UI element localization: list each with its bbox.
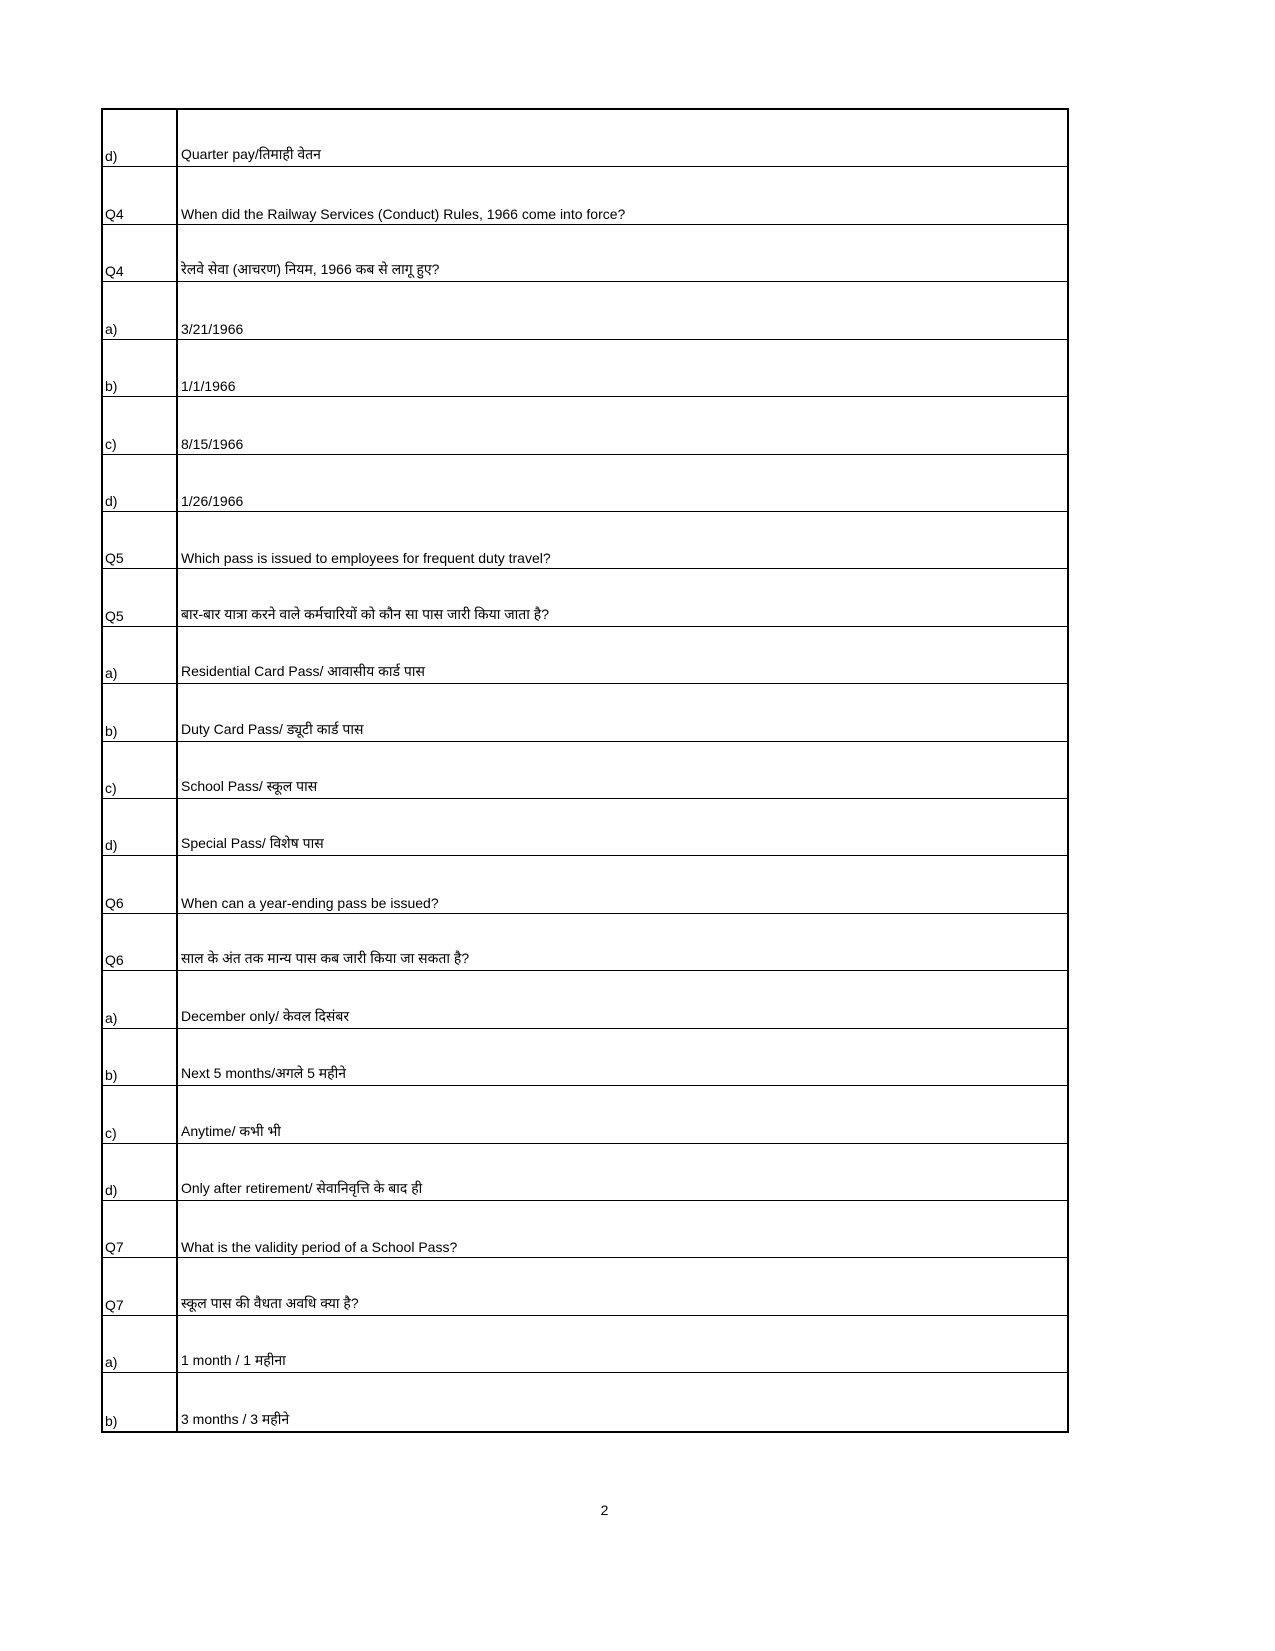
row-text: Which pass is issued to employees for frequent duty travel? [181,550,551,567]
table-row [103,856,1067,913]
row-text: स्कूल पास की वैधता अवधि क्या है? [181,1294,359,1311]
row-label: Q5 [103,512,178,568]
row-text: Residential Card Pass/ आवासीय कार्ड पास [181,663,425,680]
row-text: Next 5 months/अगले 5 महीने [181,1065,346,1082]
table-row [103,1258,1067,1315]
row-label: Q4 [103,167,178,223]
row-text: 1/26/1966 [181,492,244,509]
row-label: Q5 [103,569,178,625]
row-text: Special Pass/ विशेष पास [181,835,324,852]
row-label: a) [103,971,178,1027]
row-text: Duty Card Pass/ ड्यूटी कार्ड पास [181,720,364,737]
row-text: What is the validity period of a School Pass? [181,1239,458,1256]
row-label: d) [103,1144,178,1200]
row-text: When did the Railway Services (Conduct) Rules, 1966 come into force? [181,205,626,222]
table-row [103,397,1067,454]
table-row [103,1029,1067,1086]
row-label: b) [103,1373,178,1430]
row-text: Anytime/ कभी भी [181,1122,281,1139]
table-row [103,225,1067,282]
page-number: 2 [600,1502,609,1518]
row-text: When can a year-ending pass be issued? [181,894,439,911]
row-label: Q6 [103,914,178,970]
table-row [103,282,1067,339]
table-row [103,1316,1067,1373]
table-row [103,569,1067,626]
row-text: 1/1/1966 [181,378,236,395]
table-row [103,971,1067,1028]
table-row [103,799,1067,856]
table-row [103,167,1067,224]
table-row [103,1144,1067,1201]
row-text: School Pass/ स्कूल पास [181,778,318,795]
row-label: c) [103,742,178,798]
row-text: साल के अंत तक मान्य पास कब जारी किया जा सकता है? [181,950,470,967]
row-label: b) [103,684,178,740]
row-text: Only after retirement/ सेवानिवृत्ति के बाद ही [181,1180,423,1197]
row-text: रेलवे सेवा (आचरण) नियम, 1966 कब से लागू हुए? [181,261,440,278]
row-label: Q7 [103,1258,178,1314]
table-row [103,1201,1067,1258]
row-label: b) [103,1029,178,1085]
row-text: 1 month / 1 महीना [181,1352,286,1369]
row-label: a) [103,1316,178,1372]
row-label: Q6 [103,856,178,912]
row-label: d) [103,799,178,855]
question-table [101,108,1069,1433]
row-text: बार-बार यात्रा करने वाले कर्मचारियों को कौन सा पास जारी किया जाता है? [181,605,550,622]
table-row [103,742,1067,799]
row-text: Quarter pay/तिमाही वेतन [181,146,321,163]
row-label: c) [103,397,178,453]
row-text: 3/21/1966 [181,320,244,337]
table-row [103,340,1067,397]
table-row [103,110,1067,167]
row-label: d) [103,110,178,166]
row-text: 3 months / 3 महीने [181,1410,290,1427]
row-label: a) [103,282,178,338]
row-label: d) [103,455,178,511]
table-row [103,627,1067,684]
table-row [103,684,1067,741]
row-text: 8/15/1966 [181,435,244,452]
row-label: Q4 [103,225,178,281]
table-row [103,1373,1067,1430]
table-row [103,1086,1067,1143]
row-label: c) [103,1086,178,1142]
row-label: b) [103,340,178,396]
row-text: December only/ केवल दिसंबर [181,1007,350,1024]
row-label: Q7 [103,1201,178,1257]
table-row [103,914,1067,971]
table-row [103,512,1067,569]
row-label: a) [103,627,178,683]
table-row [103,455,1067,512]
